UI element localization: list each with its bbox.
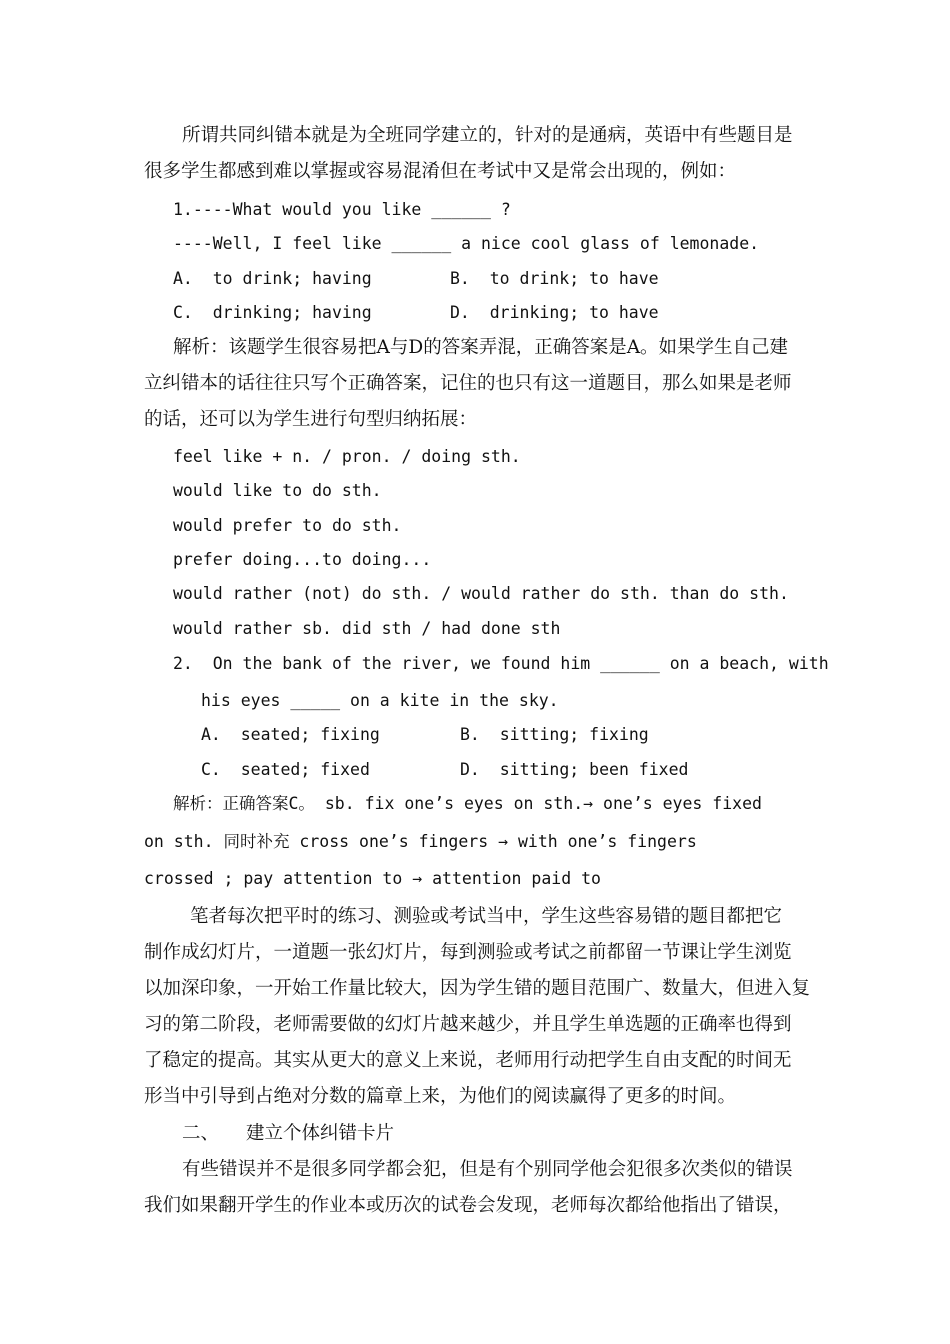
paragraph-3-line-2: 我们如果翻开学生的作业本或历次的试卷会发现，老师每次都给他指出了错误， bbox=[144, 1195, 792, 1216]
section-heading-number: 二、 bbox=[182, 1123, 220, 1144]
question-2-line-2: his eyes _____ on a kite in the sky. bbox=[201, 691, 559, 710]
analysis-2-line-3: crossed ; pay attention to → attention paid to bbox=[144, 869, 601, 888]
paragraph-2-line-3: 以加深印象，一开始工作量比较大，因为学生错的题目范围广、数量大，但进入复 bbox=[144, 978, 811, 999]
paragraph-2-line-4: 习的第二阶段，老师需要做的幻灯片越来越少，并且学生单选题的正确率也得到 bbox=[144, 1014, 792, 1035]
question-2-option-c: C. seated; fixed bbox=[201, 760, 370, 779]
paragraph-2-line-5: 了稳定的提高。其实从更大的意义上来说，老师用行动把学生自由支配的时间无 bbox=[144, 1050, 792, 1071]
analysis-2-line-2: on sth. 同时补充 cross one’s fingers → with one’s fingers bbox=[144, 832, 697, 851]
analysis-1-line-3: 的话，还可以为学生进行句型归纳拓展： bbox=[144, 409, 478, 430]
question-2-line-1: 2. On the bank of the river, we found him ______ on a beach, with bbox=[173, 654, 829, 673]
section-heading-title: 建立个体纠错卡片 bbox=[246, 1123, 395, 1144]
question-1-option-b: B. to drink; to have bbox=[450, 269, 659, 288]
pattern-line: feel like + n. / pron. / doing sth. bbox=[173, 447, 521, 466]
paragraph-2-line-1: 笔者每次把平时的练习、测验或考试当中，学生这些容易错的题目都把它 bbox=[190, 906, 783, 927]
pattern-line: would prefer to do sth. bbox=[173, 516, 402, 535]
pattern-line: would like to do sth. bbox=[173, 481, 382, 500]
pattern-line: would rather (not) do sth. / would rather do sth. than do sth. bbox=[173, 584, 789, 603]
paragraph-1-line-1: 所谓共同纠错本就是为全班同学建立的，针对的是通病，英语中有些题目是 bbox=[182, 125, 793, 146]
analysis-2-line-1: 解析：正确答案C。 sb. fix one’s eyes on sth.→ one’s eyes fixed bbox=[173, 794, 762, 813]
question-2-option-d: D. sitting; been fixed bbox=[460, 760, 689, 779]
paragraph-3-line-1: 有些错误并不是很多同学都会犯，但是有个别同学他会犯很多次类似的错误 bbox=[182, 1159, 793, 1180]
analysis-1-line-2: 立纠错本的话往往只写个正确答案，记住的也只有这一道题目，那么如果是老师 bbox=[144, 373, 792, 394]
question-1-option-c: C. drinking; having bbox=[173, 303, 372, 322]
question-1-reply: ----Well, I feel like ______ a nice cool glass of lemonade. bbox=[173, 234, 760, 253]
paragraph-1-line-2: 很多学生都感到难以掌握或容易混淆但在考试中又是常会出现的，例如： bbox=[144, 161, 737, 182]
analysis-1-line-1: 解析：该题学生很容易把A与D的答案弄混，正确答案是A。如果学生自己建 bbox=[173, 337, 789, 358]
question-1-option-d: D. drinking; to have bbox=[450, 303, 659, 322]
question-1-option-a: A. to drink; having bbox=[173, 269, 372, 288]
question-2-option-b: B. sitting; fixing bbox=[460, 725, 649, 744]
pattern-line: would rather sb. did sth / had done sth bbox=[173, 619, 561, 638]
question-2-option-a: A. seated; fixing bbox=[201, 725, 380, 744]
question-1-prompt: 1.----What would you like ______ ? bbox=[173, 200, 511, 219]
paragraph-2-line-2: 制作成幻灯片，一道题一张幻灯片，每到测验或考试之前都留一节课让学生浏览 bbox=[144, 942, 792, 963]
paragraph-2-line-6: 形当中引导到占绝对分数的篇章上来，为他们的阅读赢得了更多的时间。 bbox=[144, 1086, 737, 1107]
pattern-line: prefer doing...to doing... bbox=[173, 550, 432, 569]
